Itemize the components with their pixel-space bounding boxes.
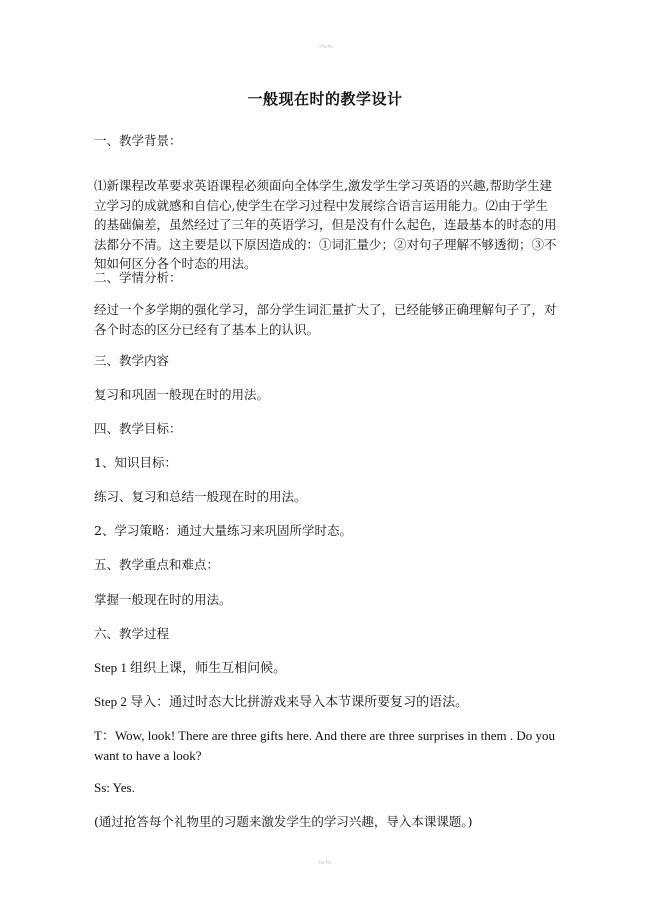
- header-watermark: —Ma/Ма: [316, 44, 334, 49]
- section-heading-background: 一、教学背景：: [94, 133, 182, 148]
- document-title: 一般现在时的教学设计: [247, 90, 403, 108]
- teacher-dialogue: T：Wow, look! There are three gifts here. And there are three surprises in them . Do you want to have a look?: [94, 728, 556, 763]
- section-heading-content: 三、教学内容: [94, 353, 170, 368]
- section-heading-goals: 四、教学目标：: [94, 421, 182, 436]
- section-heading-analysis: 二、学情分析：: [94, 270, 182, 285]
- step-2: Step 2 导入：通过时态大比拼游戏来导入本节课所要复习的语法。: [94, 694, 469, 709]
- knowledge-goal-heading: 1、知识目标：: [94, 455, 177, 470]
- content-paragraph: 复习和巩固一般现在时的用法。: [94, 387, 270, 402]
- section-heading-process: 六、教学过程: [94, 626, 170, 641]
- background-paragraph: ⑴新课程改革要求英语课程必须面向全体学生,激发学生学习英语的兴趣,帮助学生建立学习的成就感和自信心,使学生在学习过程中发展综合语言运用能力。⑵由于学生的基础偏差，虽然经过了三年的英语学习，但是没有什么起色，连最基本的时态的用法都分不清。这主要是以下原因造成的：①词汇量少；②对句子理解不够透彻；③不知如何区分各个时态的用法。: [94, 178, 557, 271]
- footer-watermark: Ма/Ма: [318, 860, 332, 865]
- section-heading-key-points: 五、教学重点和难点：: [94, 557, 220, 572]
- students-dialogue: Ss: Yes.: [94, 780, 135, 795]
- step-1: Step 1 组织上课，师生互相问候。: [94, 660, 287, 675]
- analysis-paragraph: 经过一个多学期的强化学习，部分学生词汇量扩大了，已经能够正确理解句子了，对各个时态的区分已经有了基本上的认识。: [94, 302, 557, 337]
- strategy-goal: 2、学习策略：通过大量练习来巩固所学时态。: [94, 523, 352, 538]
- key-points-paragraph: 掌握一般现在时的用法。: [94, 592, 232, 607]
- process-note: (通过抢答每个礼物里的习题来激发学生的学习兴趣，导入本课课题。): [94, 814, 473, 829]
- knowledge-goal-text: 练习、复习和总结一般现在时的用法。: [94, 489, 307, 504]
